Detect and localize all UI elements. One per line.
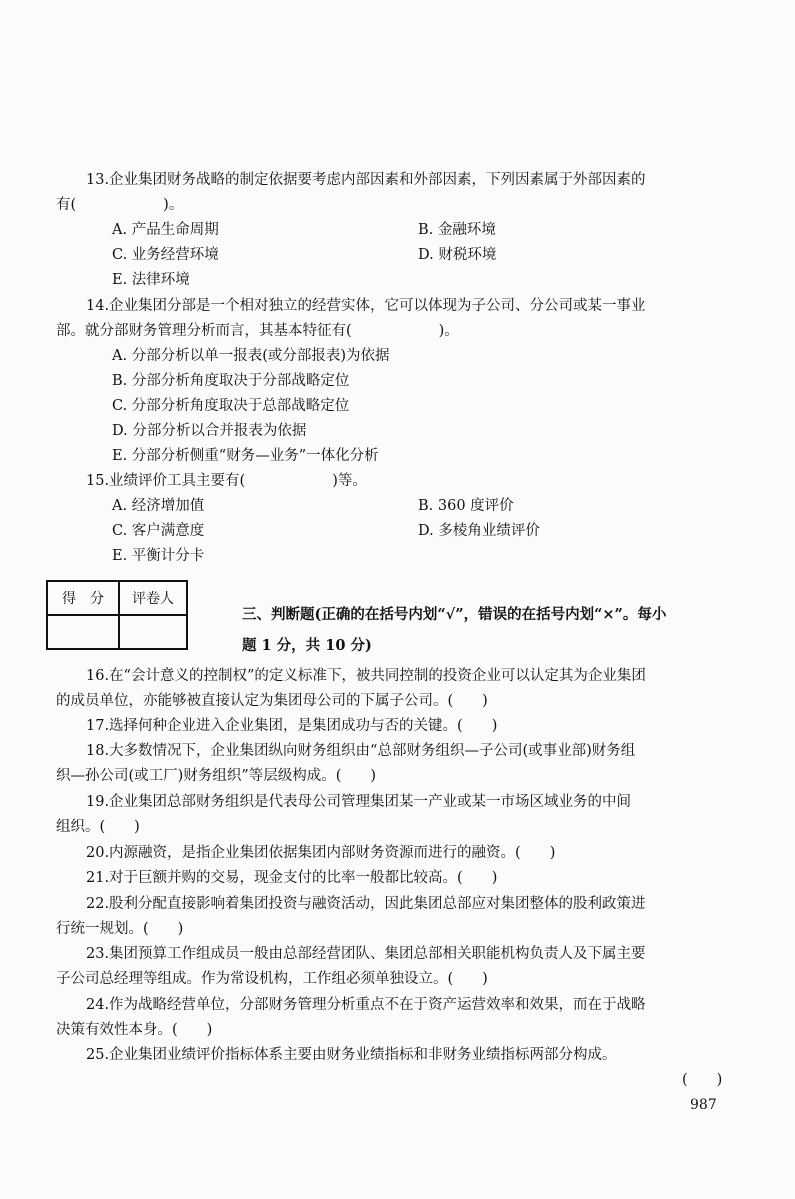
q13-option-c: C. 业务经营环境 — [112, 247, 219, 263]
q24-line1: 24.作为战略经营单位，分部财务管理分析重点不在于资产运营效率和效果，而在于战略 — [86, 997, 646, 1013]
q17: 17.选择何种企业进入企业集团，是集团成功与否的关键。( ) — [86, 718, 498, 734]
q18-line1: 18.大多数情况下，企业集团纵向财务组织由“总部财务组织—子公司(或事业部)财务组 — [86, 743, 636, 759]
q14-stem-line1: 14.企业集团分部是一个相对独立的经营实体，它可以体现为子公司、分公司或某一事业 — [86, 298, 646, 314]
section3-heading-line2: 题 1 分，共 10 分) — [242, 637, 372, 654]
q13-option-e: E. 法律环境 — [112, 272, 190, 288]
score-table — [46, 580, 188, 650]
q22-line2: 行统一规划。( ) — [56, 921, 184, 937]
score-header: 得 分 — [47, 581, 119, 615]
q19-line2: 组织。( ) — [56, 819, 140, 835]
q13-option-a: A. 产品生命周期 — [112, 222, 219, 238]
q24-line2: 决策有效性本身。( ) — [56, 1022, 213, 1038]
q15-option-d: D. 多棱角业绩评价 — [418, 523, 540, 539]
q15-option-e: E. 平衡计分卡 — [112, 548, 205, 564]
q15-option-b: B. 360 度评价 — [418, 498, 514, 514]
q14-option-c: C. 分部分析角度取决于总部战略定位 — [112, 398, 350, 414]
score-cell — [47, 615, 119, 649]
page-number: 987 — [690, 1097, 717, 1113]
section3-heading-line1: 三、判断题(正确的在括号内划“√”，错误的在括号内划“×”。每小 — [242, 606, 667, 623]
q23-line1: 23.集团预算工作组成员一般由总部经营团队、集团总部相关职能机构负责人及下属主要 — [86, 946, 646, 962]
q23-line2: 子公司总经理等组成。作为常设机构，工作组必须单独设立。( ) — [56, 971, 488, 987]
q18-line2: 织—孙公司(或工厂)财务组织”等层级构成。( ) — [56, 768, 377, 784]
q14-option-a: A. 分部分析以单一报表(或分部报表)为依据 — [112, 348, 390, 364]
q15-option-a: A. 经济增加值 — [112, 498, 205, 514]
q16-line1: 16.在“会计意义的控制权”的定义标准下，被共同控制的投资企业可以认定其为企业集团 — [86, 668, 646, 684]
q13-option-d: D. 财税环境 — [418, 247, 497, 263]
q14-option-b: B. 分部分析角度取决于分部战略定位 — [112, 373, 350, 389]
grader-cell — [119, 615, 187, 649]
q25: 25.企业集团业绩评价指标体系主要由财务业绩指标和非财务业绩指标两部分构成。 — [86, 1047, 617, 1063]
q22-line1: 22.股利分配直接影响着集团投资与融资活动，因此集团总部应对集团整体的股利政策进 — [86, 896, 646, 912]
q21: 21.对于巨额并购的交易，现金支付的比率一般都比较高。( ) — [86, 870, 498, 886]
q25-answer-paren: ( ) — [682, 1072, 723, 1088]
grader-header: 评卷人 — [119, 581, 187, 615]
q15-stem: 15.业绩评价工具主要有( )等。 — [86, 473, 367, 489]
q16-line2: 的成员单位，亦能够被直接认定为集团母公司的下属子公司。( ) — [56, 693, 488, 709]
q20: 20.内源融资，是指企业集团依据集团内部财务资源而进行的融资。( ) — [86, 845, 556, 861]
q14-option-e: E. 分部分析侧重“财务—业务”一体化分析 — [112, 448, 379, 464]
q14-stem-line2: 部。就分部财务管理分析而言，其基本特征有( )。 — [56, 323, 459, 339]
q14-option-d: D. 分部分析以合并报表为依据 — [112, 423, 307, 439]
q13-option-b: B. 金融环境 — [418, 222, 496, 238]
q15-option-c: C. 客户满意度 — [112, 523, 205, 539]
q19-line1: 19.企业集团总部财务组织是代表母公司管理集团某一产业或某一市场区域业务的中间 — [86, 794, 632, 810]
q13-stem-line2: 有( )。 — [56, 197, 184, 213]
q13-stem-line1: 13.企业集团财务战略的制定依据要考虑内部因素和外部因素，下列因素属于外部因素的 — [86, 172, 646, 188]
